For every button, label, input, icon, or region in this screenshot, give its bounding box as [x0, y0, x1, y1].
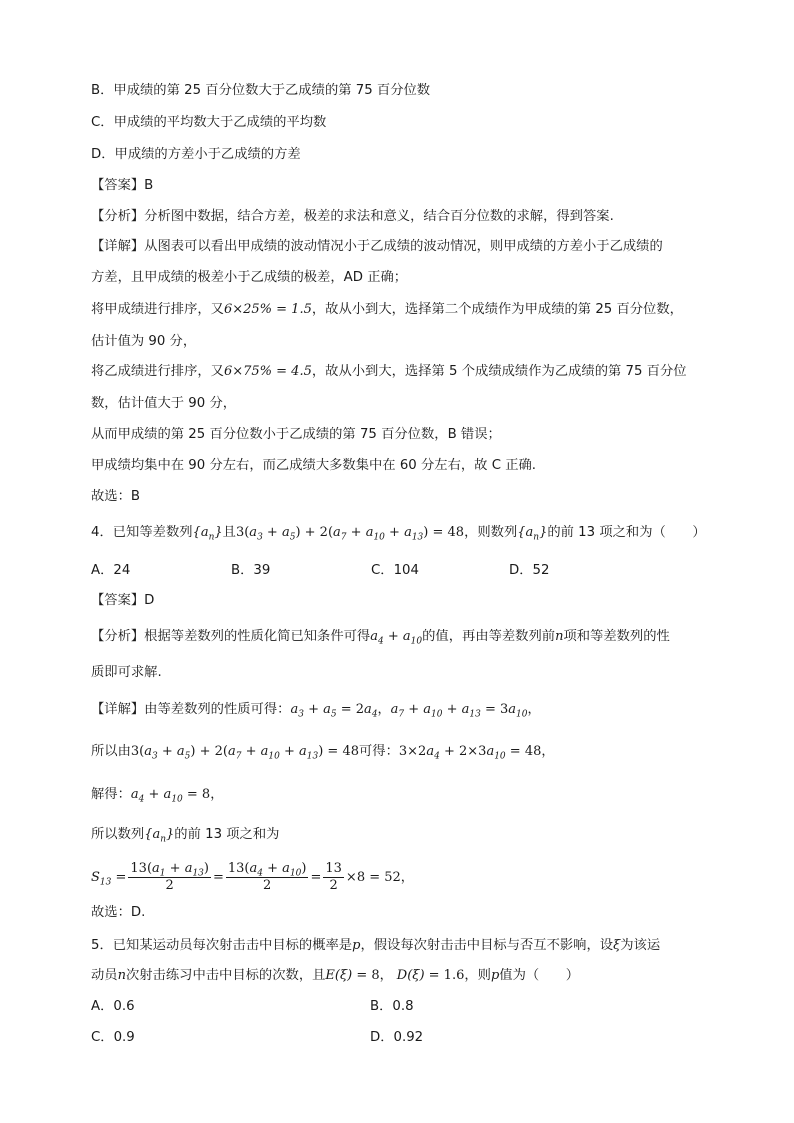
- q4-detail-line-1: 【详解】由等差数列的性质可得：$a_3 + a_5 = 2a_4$，$a_7 + a_{10} + a_{13} = 3a_{10}$，: [91, 702, 541, 720]
- q5-p-symbol: p: [352, 938, 361, 953]
- q4-result-formula: $a_4 + a_{10} = 8$，: [130, 787, 224, 805]
- q4-property-formula: $a_3 + a_5 = 2a_4$，$a_7 + a_{10} + a_{13} = 3a_{10}$，: [290, 702, 541, 720]
- q3-option-c: C．甲成绩的平均数大于乙成绩的平均数: [91, 115, 327, 130]
- q3-choose: 故选：B: [91, 489, 141, 504]
- q4-option-b: B．39: [231, 563, 271, 578]
- q3-detail-line-2: 方差，且甲成绩的极差小于乙成绩的极差，AD 正确；: [91, 270, 408, 285]
- q4-option-c: C．104: [371, 563, 419, 578]
- q4-analysis-line-2: 质即可求解.: [91, 665, 162, 680]
- q5-options-row-1: [91, 998, 704, 1016]
- q3-formula-75: 6×75% = 4.5: [223, 364, 312, 379]
- q4-n-symbol: n: [555, 629, 564, 644]
- q5-stem-line-2: 动员n次射击练习中击中目标的次数，且E(ξ) = 8， D(ξ) = 1.6，则p值为（ ）: [91, 968, 580, 983]
- q3-option-d: D．甲成绩的方差小于乙成绩的方差: [91, 147, 301, 162]
- q4-analysis-line-1: 【分析】根据等差数列的性质化简已知条件可得$a_4 + a_{10}$的值，再由等差数列前n项和等差数列的性: [91, 629, 670, 647]
- q4-option-a: A．24: [91, 563, 131, 578]
- q3-detail-line-3: 将甲成绩进行排序，又6×25% = 1.5，故从小到大，选择第二个成绩作为甲成绩的第 25 百分位数，: [91, 302, 683, 317]
- q4-choose: 故选：D.: [91, 905, 146, 920]
- q5-p-symbol-2: p: [490, 968, 500, 983]
- q5-stem-line-1: 5．已知某运动员每次射击击中目标的概率是p，假设每次射击击中目标与否互不影响，设ξ为该运: [91, 938, 661, 953]
- q4-simplified-formula: $3\times 2a_4 + 2\times 3a_{10} = 48$，: [398, 744, 555, 762]
- q3-detail-line-1: 【详解】从图表可以看出甲成绩的波动情况小于乙成绩的波动情况，则甲成绩的方差小于乙成绩的: [91, 239, 663, 254]
- q5-option-d: D．0.92: [370, 1030, 424, 1045]
- q5-expectation-formula: E(ξ) = 8， D(ξ) = 1.6: [325, 968, 465, 983]
- q4-condition-formula: $3(a_3 + a_5) + 2(a_7 + a_{10} + a_{13}) = 48$: [235, 525, 465, 543]
- q3-analysis: 【分析】分析图中数据，结合方差，极差的求法和意义，结合百分位数的求解，得到答案.: [91, 209, 614, 224]
- q4-option-d: D．52: [509, 563, 550, 578]
- q5-option-b: B．0.8: [370, 999, 414, 1014]
- q4-detail-line-3: 解得：$a_4 + a_{10} = 8$，: [91, 787, 224, 805]
- q5-n-symbol: n: [117, 968, 126, 983]
- q3-formula-25: 6×25% = 1.5: [223, 302, 312, 317]
- q3-option-b: B．甲成绩的第 25 百分位数大于乙成绩的第 75 百分位数: [91, 83, 431, 98]
- q4-s13-formula: $S_{13}$ = $\frac{13(a_1 + a_{13})}{2}$ = $\frac{13(a_4 + a_{10})}{2}$ = $\frac{13}{2}$ ×8 = 52，: [91, 861, 414, 893]
- q4-sum-formula: [91, 858, 704, 898]
- q4-detail-line-2: 所以由$3(a_3 + a_5) + 2(a_7 + a_{10} + a_{13}) = 48$可得：$3\times 2a_4 + 2\times 3a_{10} = 48$，: [91, 744, 555, 762]
- q3-detail-line-5: 将乙成绩进行排序，又6×75% = 4.5，故从小到大，选择第 5 个成绩成绩作为乙成绩的第 75 百分位: [91, 364, 687, 379]
- q5-xi-symbol: ξ: [613, 938, 621, 953]
- q4-stem: 4．已知等差数列$\{a_n\}$且$3(a_3 + a_5) + 2(a_7 + a_{10} + a_{13}) = 48$，则数列$\{a_n\}$的前 13 项之和为（ ）: [91, 525, 706, 543]
- q4-options: [91, 562, 704, 580]
- q4-seq-an-2: $\{a_n\}$: [517, 525, 548, 543]
- q5-option-a: A．0.6: [91, 999, 135, 1014]
- q4-seq-an: $\{a_n\}$: [192, 525, 223, 543]
- q4-answer: 【答案】D: [91, 593, 155, 608]
- q4-seq-an-3: $\{a_n\}$: [144, 827, 175, 845]
- q4-detail-line-4: 所以数列$\{a_n\}$的前 13 项之和为: [91, 827, 280, 845]
- q4-condition-formula-2: $3(a_3 + a_5) + 2(a_7 + a_{10} + a_{13}) = 48$: [130, 744, 359, 762]
- q3-answer: 【答案】B: [91, 178, 154, 193]
- q5-option-c: C．0.9: [91, 1030, 135, 1045]
- q3-detail-line-6: 数，估计值大于 90 分，: [91, 396, 237, 411]
- q3-detail-line-7: 从而甲成绩的第 25 百分位数小于乙成绩的第 75 百分位数，B 错误；: [91, 427, 501, 442]
- q4-a4-plus-a10: $a_4 + a_{10}$: [370, 629, 423, 647]
- q3-detail-line-4: 估计值为 90 分，: [91, 334, 197, 349]
- q3-detail-line-8: 甲成绩均集中在 90 分左右，而乙成绩大多数集中在 60 分左右，故 C 正确.: [91, 458, 537, 473]
- q5-options-row-2: [91, 1029, 704, 1047]
